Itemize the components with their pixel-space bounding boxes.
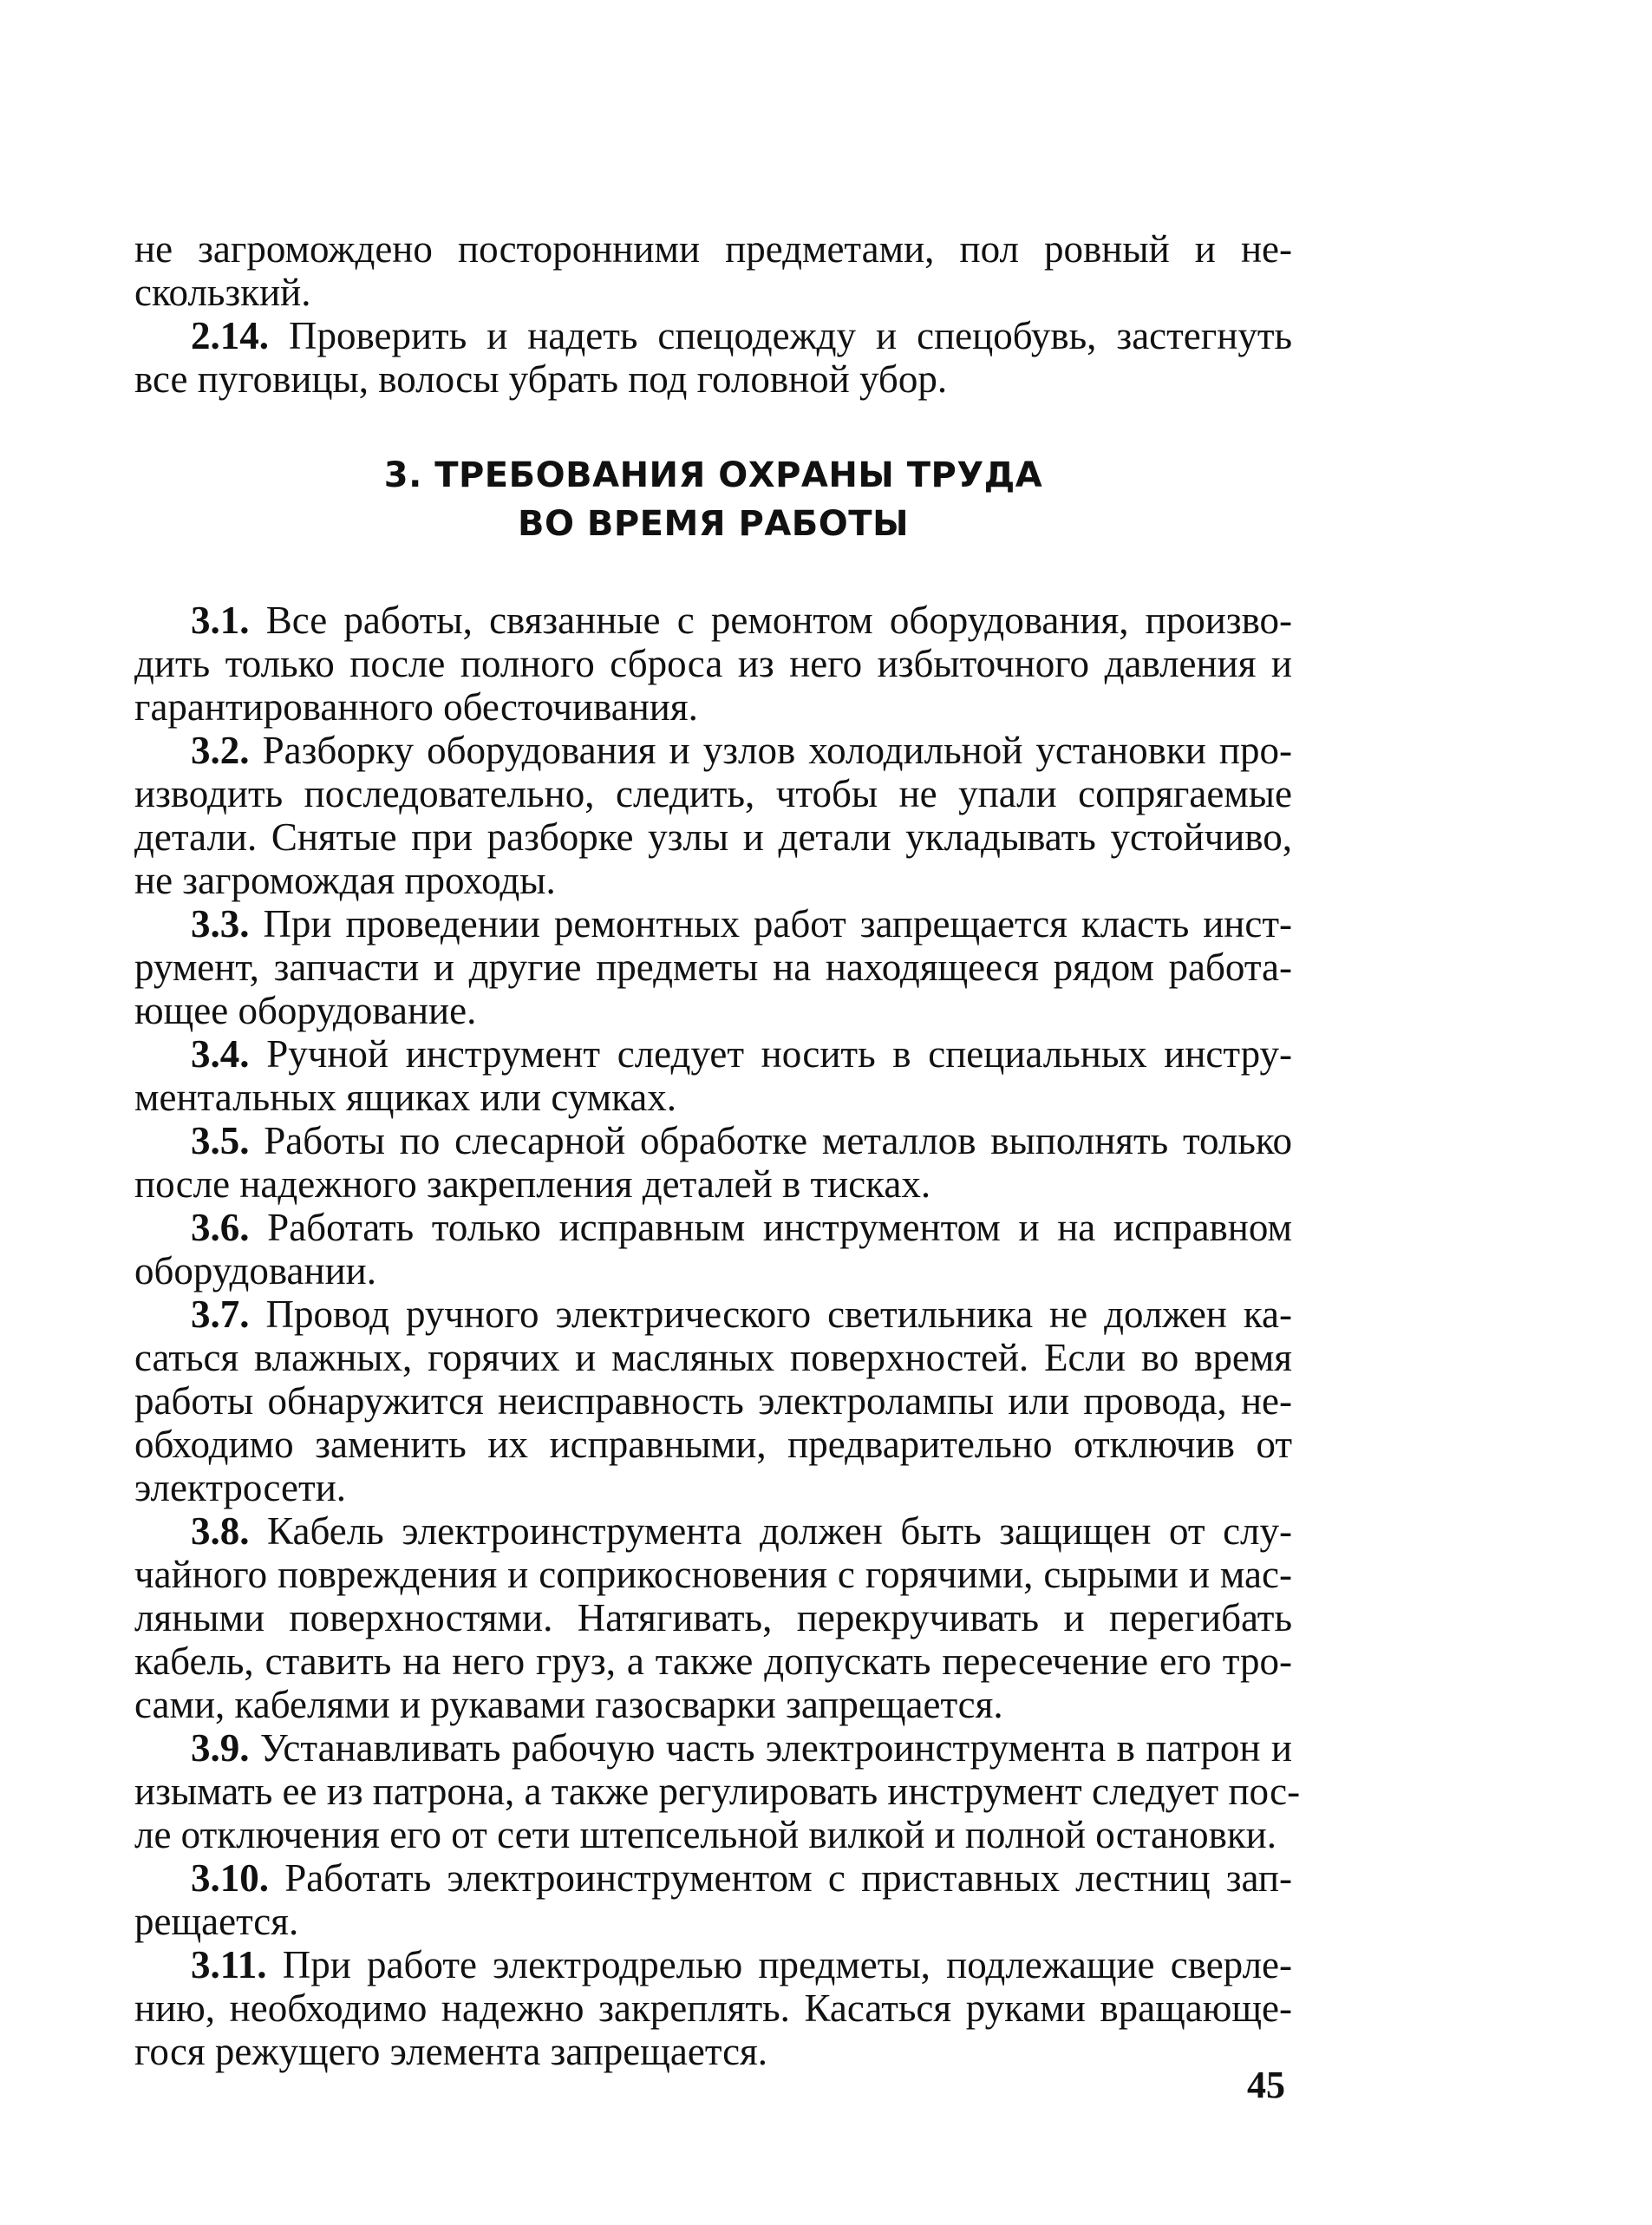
text-line: гося режущего элемента запрещается. [134, 2030, 767, 2073]
item-number: 3.1. [191, 599, 250, 642]
item-text: Работать только исправным инструментом и на исправном [267, 1206, 1292, 1249]
text-line: кабель, ставить на него груз, а также допускать пересечение его тро- [134, 1639, 1292, 1683]
text-line [134, 1726, 1292, 1770]
text-line: работы обнаружится неисправность электролампы или провода, не- [134, 1379, 1292, 1423]
item-text: Ручной инструмент следует носить в специальных инстру- [266, 1032, 1293, 1076]
item-number: 2.14. [191, 314, 269, 357]
item-number: 3.4. [191, 1032, 250, 1076]
text-line: изымать ее из патрона, а также регулировать инструмент следует пос- [134, 1770, 1301, 1813]
item-text: Проверить и надеть спецодежду и спецобувь, застегнуть [289, 314, 1293, 357]
item-number: 3.2. [191, 729, 250, 772]
list-item [134, 729, 1292, 902]
item-text: При работе электродрелью предметы, подлежащие сверле- [282, 1943, 1292, 1986]
section-heading [134, 451, 1292, 548]
text-line: после надежного закрепления деталей в тисках. [134, 1162, 931, 1206]
page-number: 45 [1247, 2064, 1285, 2106]
list-item [134, 1726, 1301, 1856]
item-text: Работы по слесарной обработке металлов выполнять только [264, 1119, 1292, 1162]
list-item [134, 1119, 1292, 1206]
page-body [134, 227, 1301, 2073]
text-line: гарантированного обесточивания. [134, 685, 698, 729]
text-line [134, 1119, 1292, 1162]
item-number: 3.3. [191, 902, 250, 946]
text-line: чайного повреждения и соприкосновения с горячими, сырыми и мас- [134, 1553, 1292, 1596]
list-item [134, 1292, 1292, 1509]
text-line: оборудовании. [134, 1249, 376, 1292]
text-line [134, 1292, 1292, 1336]
item-text: При проведении ремонтных работ запрещается класть инст- [263, 902, 1293, 946]
text-line [134, 902, 1292, 946]
text-line [134, 729, 1292, 772]
text-line: детали. Снятые при разборке узлы и детали укладывать устойчиво, [134, 815, 1292, 859]
list-item [134, 1206, 1292, 1292]
text-line: не загромождено посторонними предметами, пол ровный и не- [134, 227, 1292, 271]
item-number: 3.5. [191, 1119, 250, 1162]
text-line: ментальных ящиках или сумках. [134, 1076, 677, 1119]
text-line [134, 1856, 1292, 1900]
text-line: все пуговицы, волосы убрать под головной убор. [134, 357, 948, 401]
text-line: не загромождая проходы. [134, 859, 556, 902]
item-list [134, 599, 1301, 2073]
list-item [134, 1856, 1292, 1943]
text-line: саться влажных, горячих и масляных поверхностей. Если во время [134, 1336, 1292, 1379]
list-item [134, 1032, 1292, 1119]
text-line [134, 1943, 1292, 1986]
text-line [134, 1509, 1292, 1553]
text-line: рещается. [134, 1900, 299, 1943]
item-number: 3.8. [191, 1509, 250, 1553]
item-text: Работать электроинструментом с приставных лестниц зап- [284, 1856, 1293, 1900]
text-line: ющее оборудование. [134, 989, 477, 1032]
item-text: Провод ручного электрического светильника не должен ка- [265, 1292, 1293, 1336]
section-heading-line-1: 3. ТРЕБОВАНИЯ ОХРАНЫ ТРУДА [383, 455, 1043, 495]
text-line [134, 599, 1292, 642]
list-item [134, 902, 1292, 1032]
item-2-14 [134, 314, 1292, 401]
continuation-paragraph [134, 227, 1292, 314]
text-line: ле отключения его от сети штепсельной вилкой и полной остановки. [134, 1813, 1277, 1856]
text-line: сами, кабелями и рукавами газосварки запрещается. [134, 1683, 1003, 1726]
item-text: Устанавливать рабочую часть электроинструмента в патрон и [259, 1726, 1292, 1770]
item-number: 3.7. [191, 1292, 250, 1336]
text-line [134, 1206, 1292, 1249]
list-item [134, 1509, 1292, 1726]
text-line: дить только после полного сброса из него избыточного давления и [134, 642, 1292, 685]
text-line: нию, необходимо надежно закреплять. Касаться руками вращающе- [134, 1986, 1292, 2030]
text-line [134, 1032, 1292, 1076]
text-line [134, 314, 1292, 357]
item-text: Кабель электроинструмента должен быть защищен от слу- [267, 1509, 1293, 1553]
section-heading-line-2: ВО ВРЕМЯ РАБОТЫ [517, 504, 910, 544]
text-line: скользкий. [134, 271, 311, 314]
text-line: румент, запчасти и другие предметы на находящееся рядом работа- [134, 946, 1292, 989]
item-number: 3.10. [191, 1856, 269, 1900]
item-text: Все работы, связанные с ремонтом оборудования, произво- [265, 599, 1293, 642]
item-number: 3.6. [191, 1206, 250, 1249]
item-number: 3.11. [191, 1943, 267, 1986]
list-item [134, 599, 1292, 729]
text-line: ляными поверхностями. Натягивать, перекручивать и перегибать [134, 1596, 1292, 1639]
text-line: изводить последовательно, следить, чтобы не упали сопрягаемые [134, 772, 1292, 815]
item-text: Разборку оборудования и узлов холодильной установки про- [262, 729, 1292, 772]
text-line: обходимо заменить их исправными, предварительно отключив от [134, 1423, 1292, 1466]
item-number: 3.9. [191, 1726, 250, 1770]
text-line: электросети. [134, 1466, 347, 1509]
list-item [134, 1943, 1292, 2073]
